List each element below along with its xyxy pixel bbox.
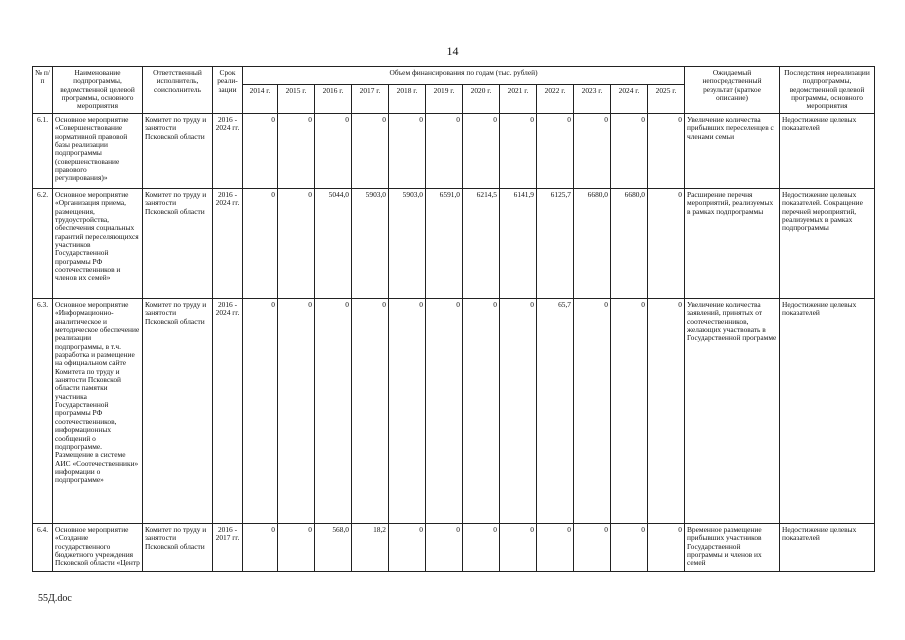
year-header: 2014 г.	[243, 84, 278, 113]
funding-value: 0	[315, 298, 352, 523]
implementation-period: 2016 - 2024 гг.	[213, 113, 243, 188]
expected-result: Временное размещение прибывших участников Государственной программы и членов их семей	[685, 523, 780, 571]
table-row	[33, 298, 875, 523]
activity-name: Основное мероприятие «Создание государственного бюджетного учреждения Псковской области «Центр	[53, 523, 143, 571]
funding-value: 0	[278, 298, 315, 523]
funding-value: 0	[500, 298, 537, 523]
funding-value: 568,0	[315, 523, 352, 571]
funding-value: 0	[648, 113, 685, 188]
year-header: 2023 г.	[574, 84, 611, 113]
year-header: 2015 г.	[278, 84, 315, 113]
funding-value: 6680,0	[611, 188, 648, 298]
row-index: 6.1.	[33, 113, 53, 188]
implementation-period: 2016 - 2024 гг.	[213, 188, 243, 298]
funding-value: 0	[537, 113, 574, 188]
expected-result: Увеличение количества заявлений, принятых от соотечественников, желающих участвовать в Государственной программе	[685, 298, 780, 523]
funding-value: 0	[278, 188, 315, 298]
funding-value: 0	[648, 188, 685, 298]
funding-value: 0	[537, 523, 574, 571]
funding-value: 0	[243, 298, 278, 523]
funding-value: 0	[611, 523, 648, 571]
year-header: 2025 г.	[648, 84, 685, 113]
responsible-executor: Комитет по труду и занятости Псковской области	[143, 523, 213, 571]
table-body	[33, 113, 875, 571]
expected-result: Расширение перечня мероприятий, реализуемых в рамках подпрограммы	[685, 188, 780, 298]
expected-result: Увеличение количества прибывших переселенцев с членами семьи	[685, 113, 780, 188]
program-table	[32, 66, 875, 572]
funding-value: 0	[278, 113, 315, 188]
table-header	[33, 67, 875, 114]
activity-name: Основное мероприятие «Совершенствование нормативной правовой базы реализации подпрограммы (совершенствование правового регулирования)»	[53, 113, 143, 188]
row-index: 6.2.	[33, 188, 53, 298]
activity-name: Основное мероприятие «Организация приема, размещения, трудоустройства, обеспечения социальных гарантий переселяющихся участников Государственной программы РФ соотечественников и членов их семей»	[53, 188, 143, 298]
funding-value: 0	[315, 113, 352, 188]
row-index: 6.4.	[33, 523, 53, 571]
header-consequences: Последствия нереализации подпрограммы, ведомственной целевой программы, основного мероприятия	[780, 67, 875, 114]
funding-value: 0	[500, 523, 537, 571]
activity-name: Основное мероприятие «Информационно-аналитическое и методическое обеспечение реализации подпрограммы, в т.ч. разработка и размещение на официальном сайте Комитета по труду и занятости Псковской области памятки участника Государственной программы РФ соотечественников, информационных сообщений о подпрограмме. Размещение в системе АИС «Соотечественники» информации о подпрограмме»	[53, 298, 143, 523]
row-index: 6.3.	[33, 298, 53, 523]
funding-value: 65,7	[537, 298, 574, 523]
page-number: 14	[446, 44, 459, 58]
responsible-executor: Комитет по труду и занятости Псковской области	[143, 188, 213, 298]
funding-value: 0	[389, 113, 426, 188]
responsible-executor: Комитет по труду и занятости Псковской области	[143, 113, 213, 188]
year-header: 2022 г.	[537, 84, 574, 113]
funding-value: 0	[611, 113, 648, 188]
funding-value: 0	[574, 523, 611, 571]
funding-value: 0	[574, 113, 611, 188]
non-implementation-consequence: Недостижение целевых показателей	[780, 298, 875, 523]
year-header: 2016 г.	[315, 84, 352, 113]
funding-value: 0	[243, 188, 278, 298]
year-header: 2019 г.	[426, 84, 463, 113]
footer-filename: 55Д.doc	[38, 593, 72, 604]
header-funding: Объем финансирования по годам (тыс. рублей)	[243, 67, 685, 85]
funding-value: 6214,5	[463, 188, 500, 298]
implementation-period: 2016 - 2024 гг.	[213, 298, 243, 523]
header-name: Наименование подпрограммы, ведомственной целевой программы, основного мероприятия	[53, 67, 143, 114]
funding-value: 0	[352, 298, 389, 523]
year-header: 2017 г.	[352, 84, 389, 113]
funding-value: 0	[243, 523, 278, 571]
implementation-period: 2016 - 2017 гг.	[213, 523, 243, 571]
year-header: 2021 г.	[500, 84, 537, 113]
table-row	[33, 188, 875, 298]
funding-value: 0	[611, 298, 648, 523]
funding-value: 0	[463, 298, 500, 523]
funding-value: 0	[426, 298, 463, 523]
funding-value: 0	[389, 298, 426, 523]
funding-value: 5044,0	[315, 188, 352, 298]
funding-value: 18,2	[352, 523, 389, 571]
table-row	[33, 523, 875, 571]
funding-value: 0	[648, 298, 685, 523]
funding-value: 6680,0	[574, 188, 611, 298]
funding-value: 0	[574, 298, 611, 523]
funding-value: 0	[648, 523, 685, 571]
header-responsible: Ответственный исполнитель, соисполнитель	[143, 67, 213, 114]
non-implementation-consequence: Недостижение целевых показателей	[780, 523, 875, 571]
funding-value: 0	[389, 523, 426, 571]
table-row	[33, 113, 875, 188]
funding-value: 5903,0	[389, 188, 426, 298]
year-header: 2020 г.	[463, 84, 500, 113]
funding-value: 6591,0	[426, 188, 463, 298]
funding-value: 0	[352, 113, 389, 188]
funding-value: 0	[463, 113, 500, 188]
year-header: 2024 г.	[611, 84, 648, 113]
header-expected: Ожидаемый непосредственный результат (краткое описание)	[685, 67, 780, 114]
funding-value: 0	[278, 523, 315, 571]
header-period: Срок реали-зации	[213, 67, 243, 114]
header-num: № п/п	[33, 67, 53, 114]
year-header: 2018 г.	[389, 84, 426, 113]
non-implementation-consequence: Недостижение целевых показателей	[780, 113, 875, 188]
funding-value: 0	[426, 523, 463, 571]
funding-value: 0	[243, 113, 278, 188]
funding-value: 0	[426, 113, 463, 188]
non-implementation-consequence: Недостижение целевых показателей. Сокращение перечней мероприятий, реализуемых в рамках подпрограммы	[780, 188, 875, 298]
funding-value: 6125,7	[537, 188, 574, 298]
funding-value: 5903,0	[352, 188, 389, 298]
funding-value: 0	[463, 523, 500, 571]
funding-value: 6141,9	[500, 188, 537, 298]
responsible-executor: Комитет по труду и занятости Псковской области	[143, 298, 213, 523]
funding-value: 0	[500, 113, 537, 188]
